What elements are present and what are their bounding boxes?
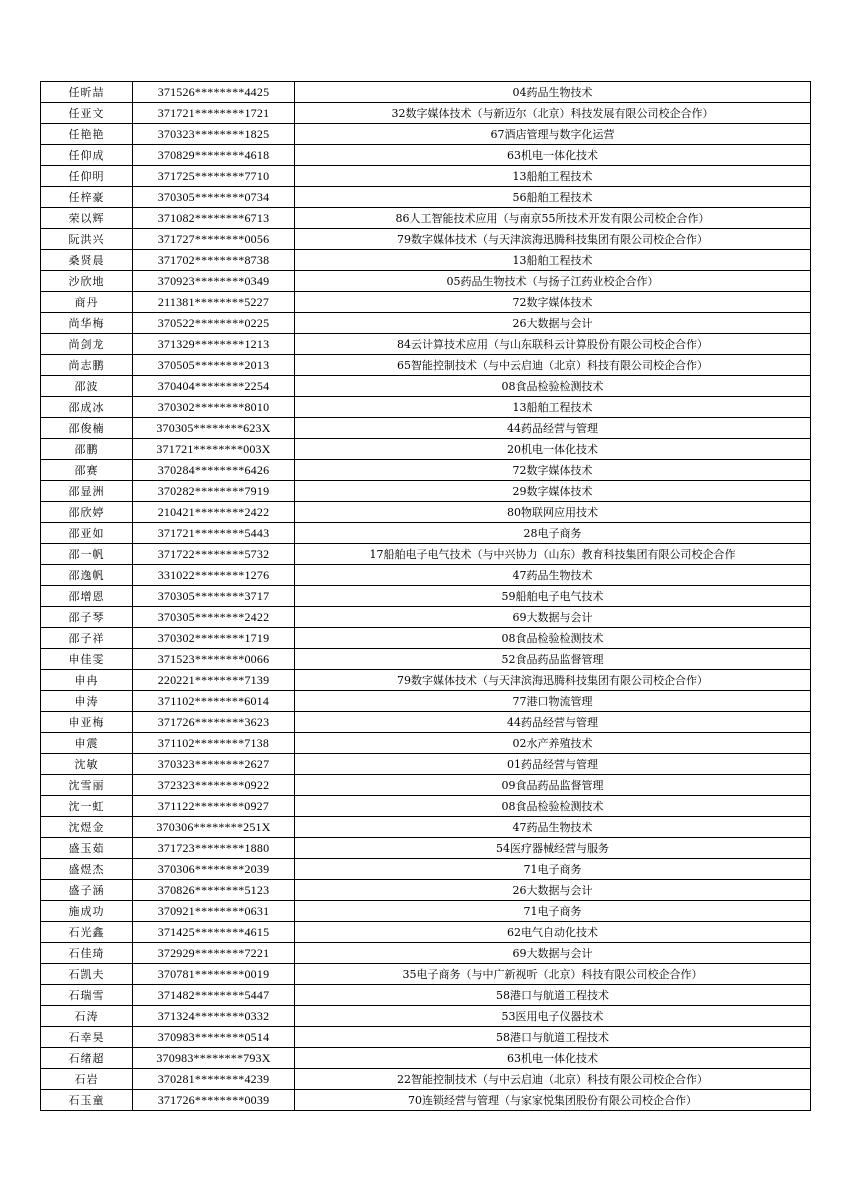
id-number-cell: 371702********8738 <box>133 250 295 271</box>
major-cell: 65智能控制技术（与中云启迪（北京）科技有限公司校企合作） <box>295 355 811 376</box>
student-name-cell: 石瑞雪 <box>41 985 133 1006</box>
id-number-cell: 371523********0066 <box>133 649 295 670</box>
student-name-cell: 沈雪丽 <box>41 775 133 796</box>
id-number-cell: 371726********0039 <box>133 1090 295 1111</box>
table-row <box>41 502 811 523</box>
id-number-cell: 371102********7138 <box>133 733 295 754</box>
id-number-cell: 372323********0922 <box>133 775 295 796</box>
table-row <box>41 292 811 313</box>
major-cell: 63机电一体化技术 <box>295 145 811 166</box>
table-row <box>41 418 811 439</box>
major-cell: 63机电一体化技术 <box>295 1048 811 1069</box>
id-number-cell: 371727********0056 <box>133 229 295 250</box>
student-name-cell: 邵一帆 <box>41 544 133 565</box>
table-row <box>41 145 811 166</box>
major-cell: 28电子商务 <box>295 523 811 544</box>
id-number-cell: 370305********3717 <box>133 586 295 607</box>
student-name-cell: 石凯夫 <box>41 964 133 985</box>
id-number-cell: 370522********0225 <box>133 313 295 334</box>
student-name-cell: 阮洪兴 <box>41 229 133 250</box>
major-cell: 01药品经营与管理 <box>295 754 811 775</box>
table-row <box>41 880 811 901</box>
id-number-cell: 370305********2422 <box>133 607 295 628</box>
major-cell: 44药品经营与管理 <box>295 418 811 439</box>
major-cell: 56船舶工程技术 <box>295 187 811 208</box>
table-row <box>41 208 811 229</box>
major-cell: 80物联网应用技术 <box>295 502 811 523</box>
student-name-cell: 沙欣地 <box>41 271 133 292</box>
student-name-cell: 邵亚如 <box>41 523 133 544</box>
student-name-cell: 任亚文 <box>41 103 133 124</box>
major-cell: 79数字媒体技术（与天津滨海迅腾科技集团有限公司校企合作） <box>295 229 811 250</box>
major-cell: 54医疗器械经营与服务 <box>295 838 811 859</box>
table-row <box>41 544 811 565</box>
roster-body <box>41 82 811 1111</box>
id-number-cell: 371482********5447 <box>133 985 295 1006</box>
major-cell: 08食品检验检测技术 <box>295 628 811 649</box>
id-number-cell: 370921********0631 <box>133 901 295 922</box>
major-cell: 62电气自动化技术 <box>295 922 811 943</box>
student-name-cell: 石绪超 <box>41 1048 133 1069</box>
table-row <box>41 103 811 124</box>
table-row <box>41 607 811 628</box>
id-number-cell: 371425********4615 <box>133 922 295 943</box>
table-row <box>41 649 811 670</box>
id-number-cell: 371725********7710 <box>133 166 295 187</box>
id-number-cell: 372929********7221 <box>133 943 295 964</box>
id-number-cell: 370306********2039 <box>133 859 295 880</box>
major-cell: 26大数据与会计 <box>295 880 811 901</box>
student-name-cell: 尚剑龙 <box>41 334 133 355</box>
id-number-cell: 371721********1721 <box>133 103 295 124</box>
major-cell: 29数字媒体技术 <box>295 481 811 502</box>
id-number-cell: 371721********5443 <box>133 523 295 544</box>
table-row <box>41 271 811 292</box>
student-roster-table <box>40 81 811 1111</box>
table-row <box>41 754 811 775</box>
id-number-cell: 370305********623X <box>133 418 295 439</box>
student-name-cell: 石岩 <box>41 1069 133 1090</box>
id-number-cell: 370826********5123 <box>133 880 295 901</box>
student-name-cell: 盛子涵 <box>41 880 133 901</box>
student-name-cell: 尚志鹏 <box>41 355 133 376</box>
major-cell: 09食品药品监督管理 <box>295 775 811 796</box>
student-name-cell: 沈煜金 <box>41 817 133 838</box>
student-name-cell: 尚华梅 <box>41 313 133 334</box>
student-name-cell: 施成功 <box>41 901 133 922</box>
major-cell: 52食品药品监督管理 <box>295 649 811 670</box>
student-name-cell: 荣以辉 <box>41 208 133 229</box>
table-row <box>41 964 811 985</box>
student-name-cell: 邵欣婷 <box>41 502 133 523</box>
major-cell: 47药品生物技术 <box>295 817 811 838</box>
id-number-cell: 371329********1213 <box>133 334 295 355</box>
student-name-cell: 任梓豪 <box>41 187 133 208</box>
table-row <box>41 82 811 103</box>
table-row <box>41 859 811 880</box>
table-row <box>41 775 811 796</box>
student-name-cell: 任艳艳 <box>41 124 133 145</box>
id-number-cell: 370323********2627 <box>133 754 295 775</box>
student-name-cell: 申震 <box>41 733 133 754</box>
student-name-cell: 申冉 <box>41 670 133 691</box>
id-number-cell: 220221********7139 <box>133 670 295 691</box>
table-row <box>41 460 811 481</box>
id-number-cell: 370983********793X <box>133 1048 295 1069</box>
major-cell: 72数字媒体技术 <box>295 460 811 481</box>
id-number-cell: 371723********1880 <box>133 838 295 859</box>
table-row <box>41 1048 811 1069</box>
major-cell: 13船舶工程技术 <box>295 166 811 187</box>
student-name-cell: 邵成冰 <box>41 397 133 418</box>
student-name-cell: 邵波 <box>41 376 133 397</box>
student-name-cell: 邵鹏 <box>41 439 133 460</box>
id-number-cell: 371082********6713 <box>133 208 295 229</box>
major-cell: 05药品生物技术（与扬子江药业校企合作） <box>295 271 811 292</box>
table-row <box>41 985 811 1006</box>
major-cell: 72数字媒体技术 <box>295 292 811 313</box>
major-cell: 22智能控制技术（与中云启迪（北京）科技有限公司校企合作） <box>295 1069 811 1090</box>
student-name-cell: 任仰明 <box>41 166 133 187</box>
table-row <box>41 313 811 334</box>
student-name-cell: 盛煜杰 <box>41 859 133 880</box>
id-number-cell: 371526********4425 <box>133 82 295 103</box>
table-row <box>41 817 811 838</box>
student-name-cell: 桑贤晨 <box>41 250 133 271</box>
major-cell: 69大数据与会计 <box>295 607 811 628</box>
table-row <box>41 166 811 187</box>
major-cell: 58港口与航道工程技术 <box>295 985 811 1006</box>
id-number-cell: 370281********4239 <box>133 1069 295 1090</box>
student-name-cell: 邵子祥 <box>41 628 133 649</box>
student-name-cell: 邵俊楠 <box>41 418 133 439</box>
table-row <box>41 586 811 607</box>
id-number-cell: 370983********0514 <box>133 1027 295 1048</box>
student-name-cell: 邵增恩 <box>41 586 133 607</box>
table-row <box>41 1006 811 1027</box>
student-name-cell: 石佳琦 <box>41 943 133 964</box>
id-number-cell: 370306********251X <box>133 817 295 838</box>
id-number-cell: 211381********5227 <box>133 292 295 313</box>
student-name-cell: 石涛 <box>41 1006 133 1027</box>
student-name-cell: 商丹 <box>41 292 133 313</box>
student-name-cell: 任昕喆 <box>41 82 133 103</box>
id-number-cell: 370505********2013 <box>133 355 295 376</box>
major-cell: 26大数据与会计 <box>295 313 811 334</box>
major-cell: 20机电一体化技术 <box>295 439 811 460</box>
id-number-cell: 370282********7919 <box>133 481 295 502</box>
student-name-cell: 石幸昊 <box>41 1027 133 1048</box>
id-number-cell: 371102********6014 <box>133 691 295 712</box>
student-name-cell: 石光鑫 <box>41 922 133 943</box>
id-number-cell: 371122********0927 <box>133 796 295 817</box>
table-row <box>41 943 811 964</box>
table-row <box>41 481 811 502</box>
major-cell: 79数字媒体技术（与天津滨海迅腾科技集团有限公司校企合作） <box>295 670 811 691</box>
id-number-cell: 331022********1276 <box>133 565 295 586</box>
id-number-cell: 370305********0734 <box>133 187 295 208</box>
id-number-cell: 371722********5732 <box>133 544 295 565</box>
student-name-cell: 沈一虹 <box>41 796 133 817</box>
major-cell: 71电子商务 <box>295 901 811 922</box>
major-cell: 04药品生物技术 <box>295 82 811 103</box>
table-row <box>41 355 811 376</box>
student-name-cell: 沈敏 <box>41 754 133 775</box>
major-cell: 67酒店管理与数字化运营 <box>295 124 811 145</box>
major-cell: 08食品检验检测技术 <box>295 376 811 397</box>
id-number-cell: 370829********4618 <box>133 145 295 166</box>
id-number-cell: 370923********0349 <box>133 271 295 292</box>
table-row <box>41 439 811 460</box>
major-cell: 71电子商务 <box>295 859 811 880</box>
major-cell: 58港口与航道工程技术 <box>295 1027 811 1048</box>
student-name-cell: 申涛 <box>41 691 133 712</box>
student-name-cell: 申亚梅 <box>41 712 133 733</box>
major-cell: 35电子商务（与中广新视听（北京）科技有限公司校企合作） <box>295 964 811 985</box>
major-cell: 08食品检验检测技术 <box>295 796 811 817</box>
major-cell: 69大数据与会计 <box>295 943 811 964</box>
table-row <box>41 901 811 922</box>
major-cell: 17船舶电子电气技术（与中兴协力（山东）教育科技集团有限公司校企合作 <box>295 544 811 565</box>
table-row <box>41 397 811 418</box>
table-row <box>41 334 811 355</box>
student-name-cell: 邵逸帆 <box>41 565 133 586</box>
student-name-cell: 邵子琴 <box>41 607 133 628</box>
table-row <box>41 796 811 817</box>
table-row <box>41 691 811 712</box>
table-row <box>41 838 811 859</box>
table-row <box>41 565 811 586</box>
id-number-cell: 371324********0332 <box>133 1006 295 1027</box>
table-row <box>41 670 811 691</box>
student-name-cell: 申佳雯 <box>41 649 133 670</box>
table-row <box>41 376 811 397</box>
id-number-cell: 370404********2254 <box>133 376 295 397</box>
id-number-cell: 370781********0019 <box>133 964 295 985</box>
major-cell: 13船舶工程技术 <box>295 250 811 271</box>
table-row <box>41 523 811 544</box>
id-number-cell: 370302********8010 <box>133 397 295 418</box>
major-cell: 32数字媒体技术（与新迈尔（北京）科技发展有限公司校企合作） <box>295 103 811 124</box>
student-name-cell: 任仰成 <box>41 145 133 166</box>
student-name-cell: 邵赛 <box>41 460 133 481</box>
table-row <box>41 187 811 208</box>
id-number-cell: 371726********3623 <box>133 712 295 733</box>
table-row <box>41 628 811 649</box>
major-cell: 53医用电子仪器技术 <box>295 1006 811 1027</box>
table-row <box>41 124 811 145</box>
id-number-cell: 370302********1719 <box>133 628 295 649</box>
id-number-cell: 371721********003X <box>133 439 295 460</box>
id-number-cell: 210421********2422 <box>133 502 295 523</box>
table-row <box>41 1027 811 1048</box>
major-cell: 59船舶电子电气技术 <box>295 586 811 607</box>
major-cell: 77港口物流管理 <box>295 691 811 712</box>
student-name-cell: 石玉童 <box>41 1090 133 1111</box>
id-number-cell: 370284********6426 <box>133 460 295 481</box>
table-row <box>41 229 811 250</box>
student-name-cell: 盛玉茹 <box>41 838 133 859</box>
table-row <box>41 250 811 271</box>
id-number-cell: 370323********1825 <box>133 124 295 145</box>
table-row <box>41 1090 811 1111</box>
major-cell: 02水产养殖技术 <box>295 733 811 754</box>
table-row <box>41 733 811 754</box>
table-row <box>41 712 811 733</box>
major-cell: 70连锁经营与管理（与家家悦集团股份有限公司校企合作） <box>295 1090 811 1111</box>
major-cell: 44药品经营与管理 <box>295 712 811 733</box>
major-cell: 84云计算技术应用（与山东联科云计算股份有限公司校企合作） <box>295 334 811 355</box>
major-cell: 47药品生物技术 <box>295 565 811 586</box>
student-name-cell: 邵显洲 <box>41 481 133 502</box>
table-row <box>41 1069 811 1090</box>
major-cell: 13船舶工程技术 <box>295 397 811 418</box>
major-cell: 86人工智能技术应用（与南京55所技术开发有限公司校企合作） <box>295 208 811 229</box>
table-row <box>41 922 811 943</box>
